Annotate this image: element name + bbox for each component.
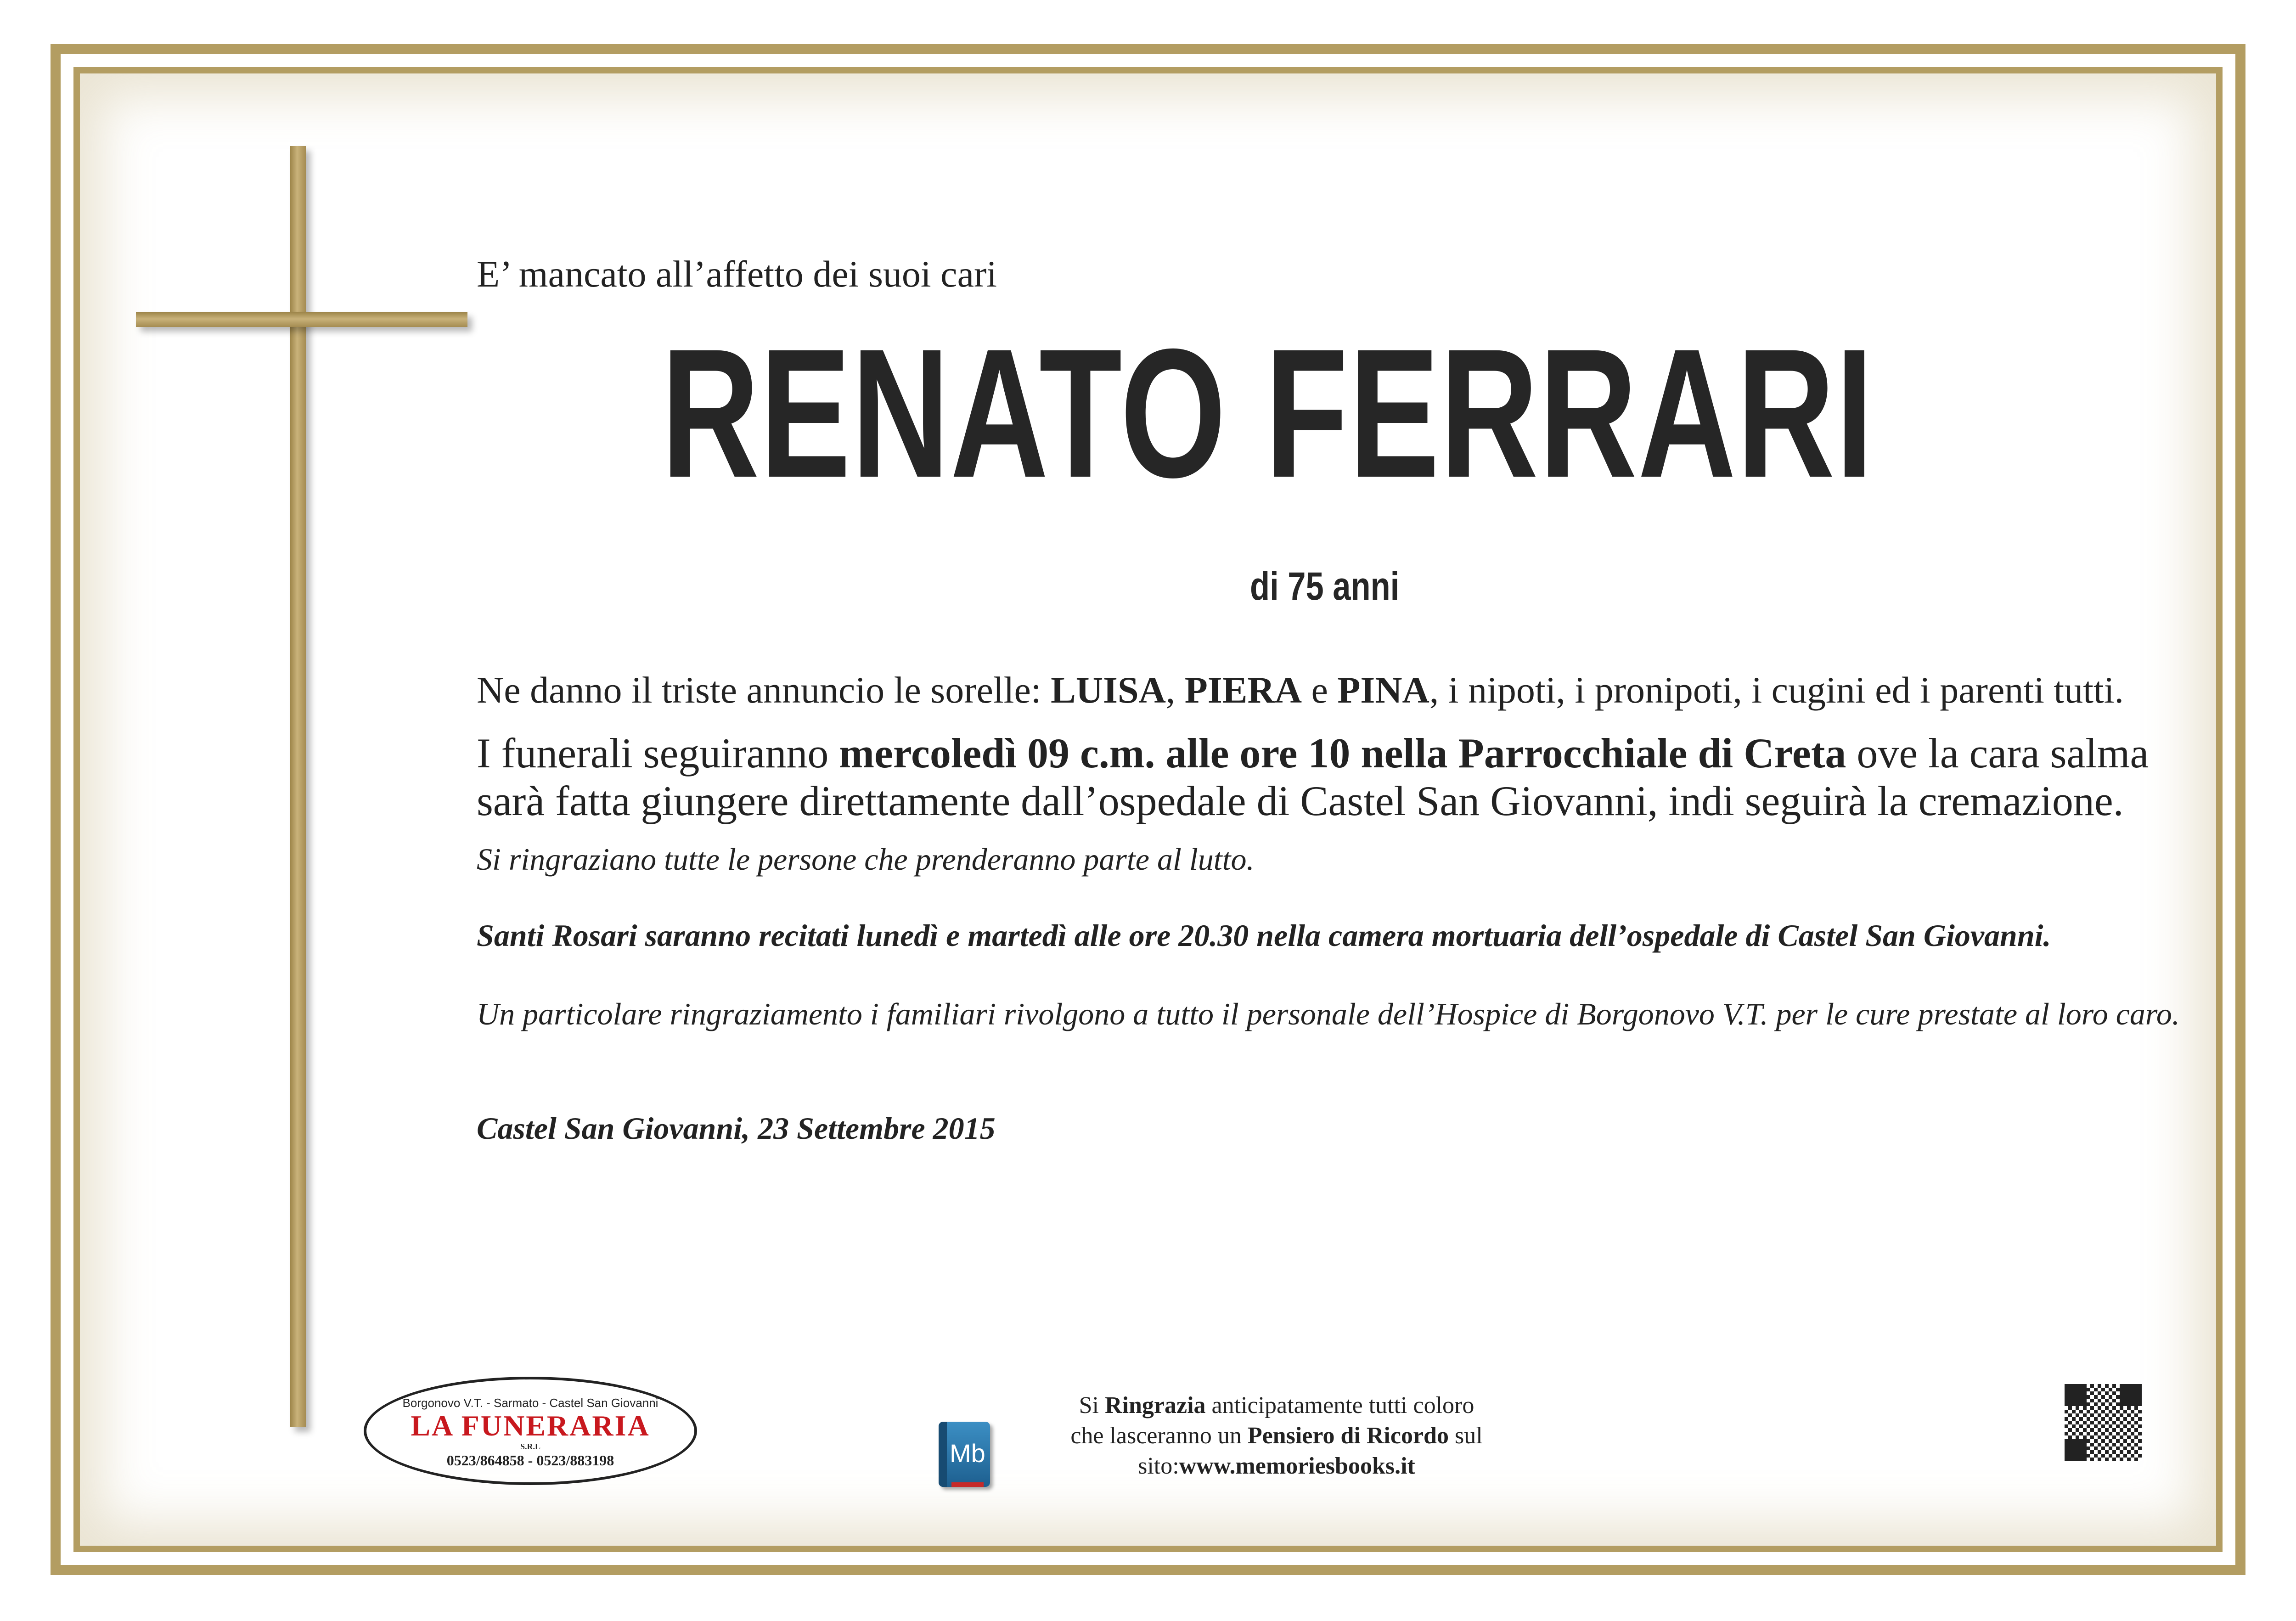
announce-suffix: , i nipoti, i pronipoti, i cugini ed i parenti tutti. — [1429, 669, 2124, 711]
memoriesbooks-icon[interactable] — [939, 1422, 990, 1487]
funeral-home-suffix: S.R.L — [520, 1442, 540, 1451]
funeral-prefix: I funerali seguiranno — [477, 730, 839, 777]
funeral-home-locations: Borgonovo V.T. - Sarmato - Castel San Giovanni — [402, 1396, 658, 1410]
cross-vertical-beam — [290, 146, 306, 1427]
deceased-name: RENATO FERRARI — [661, 310, 1874, 516]
memoriesbooks-message — [1033, 1390, 1520, 1481]
deceased-age: di 75 anni — [1250, 564, 1400, 608]
website-link[interactable]: www.memoriesbooks.it — [1179, 1453, 1415, 1479]
funeral-home-logo — [364, 1377, 697, 1485]
footer-line3-prefix: sito: — [1138, 1453, 1179, 1479]
book-ribbon — [951, 1482, 984, 1487]
announce-separator: e — [1301, 669, 1338, 711]
footer-line2-prefix: che lasceranno un — [1070, 1423, 1248, 1449]
hospice-thanks-text: Un particolare ringraziamento i familiari rivolgono a tutto il personale dell’Hospice di Borgonovo V.T. per le cure prestate al loro caro. — [477, 996, 2180, 1031]
funeral-line1-suffix: ove la cara salma — [1846, 730, 2149, 777]
intro-text: E’ mancato all’affetto dei suoi cari — [477, 253, 997, 295]
thanks-text: Si ringraziano tutte le persone che prenderanno parte al lutto. — [477, 842, 1255, 877]
rosary-text: Santi Rosari saranno recitati lunedì e martedì alle ore 20.30 nella camera mortuaria dell’ospedale di Castel San Giovanni. — [477, 918, 2051, 953]
memoriesbooks-logo-text: Mb — [950, 1439, 985, 1468]
announcement-paragraph — [477, 669, 2124, 712]
footer-line2-bold: Pensiero di Ricordo — [1247, 1423, 1449, 1449]
funeral-line2: sarà fatta giungere direttamente dall’ospedale di Castel San Giovanni, indi seguirà la cremazione. — [477, 777, 2124, 824]
funeral-home-phones: 0523/864858 - 0523/883198 — [446, 1452, 614, 1469]
qr-code-icon[interactable] — [2065, 1384, 2142, 1461]
funeral-paragraph — [477, 729, 2149, 825]
sister-name: LUISA — [1051, 669, 1166, 711]
book-spine — [939, 1422, 947, 1487]
announce-prefix: Ne danno il triste annuncio le sorelle: — [477, 669, 1051, 711]
sister-name: PINA — [1337, 669, 1429, 711]
footer-line1-suffix: anticipatamente tutti coloro — [1205, 1392, 1474, 1418]
cross-horizontal-beam — [136, 312, 467, 327]
footer-line1-prefix: Si — [1079, 1392, 1105, 1418]
place-date: Castel San Giovanni, 23 Settembre 2015 — [477, 1111, 996, 1146]
funeral-home-name: LA FUNERARIA — [411, 1409, 650, 1442]
announce-separator: , — [1165, 669, 1185, 711]
sister-name: PIERA — [1184, 669, 1302, 711]
footer-line1-bold: Ringrazia — [1105, 1392, 1206, 1418]
funeral-details: mercoledì 09 c.m. alle ore 10 nella Parrocchiale di Creta — [839, 730, 1846, 777]
footer-line2-suffix: sul — [1448, 1423, 1483, 1449]
